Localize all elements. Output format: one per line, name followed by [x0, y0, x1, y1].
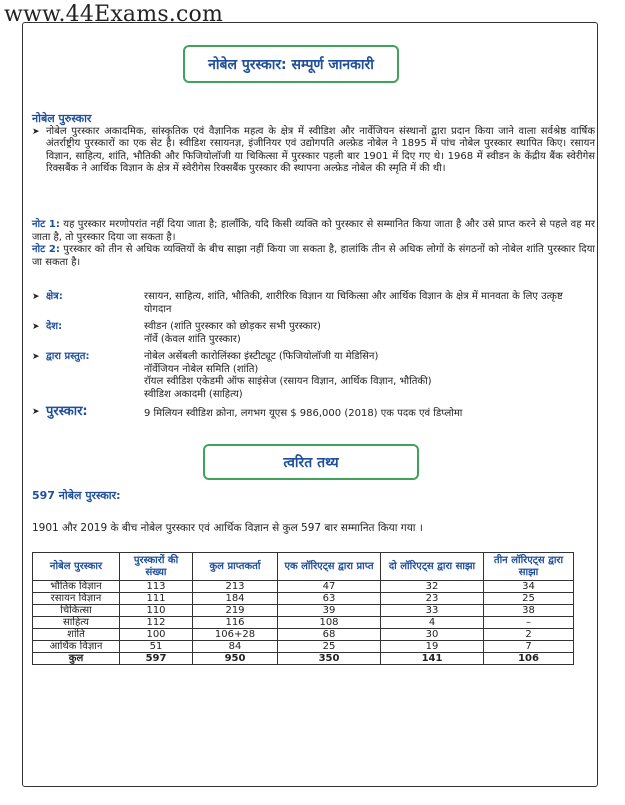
- table-header: नोबेल पुरस्कार: [33, 553, 120, 581]
- table-cell: 213: [193, 581, 278, 593]
- table-cell: 4: [381, 617, 484, 629]
- arrow-icon: ➤: [32, 292, 40, 302]
- note-1-label: नोट 1:: [32, 219, 60, 230]
- table-header: एक लॉरिएट्स द्वारा प्राप्त: [278, 553, 381, 581]
- table-cell: 2: [484, 629, 574, 641]
- table-cell: 141: [381, 653, 484, 665]
- quick-facts-title: त्वरित तथ्य: [203, 444, 419, 480]
- fact-presented-label: द्वारा प्रस्तुत:: [46, 351, 90, 362]
- fact-presented-line2: नॉर्वेजियन नोबेल समिति (शांति): [144, 363, 259, 375]
- fact-prize-label: पुरस्कार:: [46, 404, 88, 419]
- table-row: [33, 581, 574, 593]
- table-cell: चिकित्सा: [33, 605, 120, 617]
- table-cell: आर्थिक विज्ञान: [33, 641, 120, 653]
- arrow-icon: ➤: [32, 126, 40, 137]
- intro-section: [32, 113, 595, 176]
- table-cell: 350: [278, 653, 381, 665]
- table-cell: 25: [484, 593, 574, 605]
- table-row: [33, 629, 574, 641]
- note-1: [32, 219, 595, 244]
- table-cell: साहित्य: [33, 617, 120, 629]
- table-cell: 116: [193, 617, 278, 629]
- table-cell: 106: [484, 653, 574, 665]
- note-2: [32, 244, 595, 269]
- table-cell: 63: [278, 593, 381, 605]
- table-cell: 950: [193, 653, 278, 665]
- note-1-text: यह पुरस्कार मरणोपरांत नहीं दिया जाता है; हालाँकि, यदि किसी व्यक्ति को पुरस्कार से सम्मानित किया जाता है और उसे प्राप्त करने से पहले वह मर जाता है, तो पुरस्कार दिया जा सकता है।: [32, 219, 596, 243]
- fact-presented-line4: स्वीडिश अकादमी (साहित्य): [144, 388, 243, 400]
- fact-prize-value: 9 मिलियन स्वीडिश क्रोना, लगभग यूएस $ 986,000 (2018) एक पदक एवं डिप्लोमा: [144, 408, 463, 419]
- fact-presented-line3: रॉयल स्वीडिश एकेडमी ऑफ साइंसेज (रसायन विज्ञान, आर्थिक विज्ञान, भौतिकी): [144, 376, 432, 387]
- table-cell: 23: [381, 593, 484, 605]
- table-cell: 19: [381, 641, 484, 653]
- table-cell: भौतिक विज्ञान: [33, 581, 120, 593]
- table-cell: 219: [193, 605, 278, 617]
- fact-country-line1: स्वीडन (शांति पुरस्कार को छोड़कर सभी पुरस्कार): [144, 321, 321, 332]
- table-cell: 184: [193, 593, 278, 605]
- table-cell: रसायन विज्ञान: [33, 593, 120, 605]
- table-cell: 106+28: [193, 629, 278, 641]
- table-cell: –: [484, 617, 574, 629]
- table-cell: 33: [381, 605, 484, 617]
- nobel-table: [32, 552, 574, 665]
- intro-bullet: [32, 126, 595, 176]
- fact-prize: [32, 406, 572, 421]
- table-cell: 84: [193, 641, 278, 653]
- table-cell: 7: [484, 641, 574, 653]
- table-header: कुल प्राप्तकर्ता: [193, 553, 278, 581]
- table-cell: 597: [120, 653, 193, 665]
- intro-heading: नोबेल पुरुस्कार: [32, 112, 92, 125]
- table-cell: 51: [120, 641, 193, 653]
- page-title: नोबेल पुरस्कार: सम्पूर्ण जानकारी: [183, 45, 399, 83]
- table-row: [33, 617, 574, 629]
- fact-country-label: देश:: [46, 321, 63, 332]
- table-cell: 30: [381, 629, 484, 641]
- quick-facts-description: 1901 और 2019 के बीच नोबेल पुरस्कार एवं आर्थिक विज्ञान से कुल 597 बार सम्मानित किया गया ।: [32, 522, 423, 534]
- notes-section: [32, 219, 595, 269]
- table-cell: कुल: [33, 653, 120, 665]
- note-2-label: नोट 2:: [32, 244, 60, 255]
- quick-facts-subheading: 597 नोबेल पुरस्कार:: [32, 489, 121, 502]
- arrow-icon: ➤: [32, 352, 40, 362]
- table-cell: 47: [278, 581, 381, 593]
- table-header: तीन लॉरिएट्स द्वारा साझा: [484, 553, 574, 581]
- table-cell: शांति: [33, 629, 120, 641]
- arrow-icon: ➤: [32, 407, 40, 417]
- fact-field: [32, 291, 572, 316]
- table-cell: 25: [278, 641, 381, 653]
- table-row: [33, 593, 574, 605]
- fact-field-label: क्षेत्र:: [46, 291, 63, 302]
- fact-presented: [32, 351, 572, 401]
- fact-presented-line1: नोबेल असेंबली कारोलिंस्का इंस्टीट्यूट (फिजियोलॉजी या मेडिसिन): [144, 351, 379, 362]
- note-2-text: पुरस्कार को तीन से अधिक व्यक्तियों के बीच साझा नहीं किया जा सकता है, हालांकि तीन से अधिक लोगों के संगठनों को नोबेल शांति पुरस्कार दिया जा सकता है।: [32, 244, 595, 268]
- fact-field-value: रसायन, साहित्य, शांति, भौतिकी, शारीरिक विज्ञान या चिकित्सा और आर्थिक विज्ञान के क्षेत्र में मानवता के लिए उत्कृष्ट योगदान: [144, 291, 563, 315]
- table-cell: 113: [120, 581, 193, 593]
- table-cell: 68: [278, 629, 381, 641]
- table-cell: 111: [120, 593, 193, 605]
- table-cell: 38: [484, 605, 574, 617]
- table-header-row: [33, 553, 574, 581]
- table-cell: 34: [484, 581, 574, 593]
- table-header: दो लॉरिएट्स द्वारा साझा: [381, 553, 484, 581]
- intro-paragraph: नोबेल पुरस्कार अकादमिक, सांस्कृतिक एवं वैज्ञानिक महत्व के क्षेत्र में स्वीडिश और नार्वेजियन संस्थानों द्वारा प्रदान किया जाने वाला सर्वश्रेष्ठ वार्षिक अंतर्राष्ट्रीय पुरस्कारों का एक सेट है। स्वीडिश रसायनज्ञ, इंजीनियर एवं उद्योगपति अल्फ्रेड नोबेल ने 1895 में पांच नोबेल पुरस्कार स्थापित किए। रसायन विज्ञान, साहित्य, शांति, भौतिकी और फिजियोलॉजी या चिकित्सा में पुरस्कार पहली बार 1901 में दिए गए थे। 1968 में स्वीडन के केंद्रीय बैंक स्वेरीगेस रिक्सबैंक ने आर्थिक विज्ञान के क्षेत्र में स्वेरीगेस रिक्सबैंक पुरस्कार की स्थापना अल्फ्रेड नोबेल की स्मृति में की थी।: [46, 125, 595, 174]
- table-row: [33, 641, 574, 653]
- table-cell: 110: [120, 605, 193, 617]
- table-cell: 32: [381, 581, 484, 593]
- fact-country: [32, 321, 572, 346]
- table-row: [33, 605, 574, 617]
- table-cell: 112: [120, 617, 193, 629]
- table-cell: 39: [278, 605, 381, 617]
- site-watermark: www.44Exams.com: [4, 2, 224, 27]
- facts-list: [32, 291, 572, 426]
- table-total-row: [33, 653, 574, 665]
- fact-country-line2: नॉर्वे (केवल शांति पुरस्कार): [144, 333, 241, 345]
- table-cell: 100: [120, 629, 193, 641]
- arrow-icon: ➤: [32, 322, 40, 332]
- table-header: पुरस्कारों की संख्या: [120, 553, 193, 581]
- table-cell: 108: [278, 617, 381, 629]
